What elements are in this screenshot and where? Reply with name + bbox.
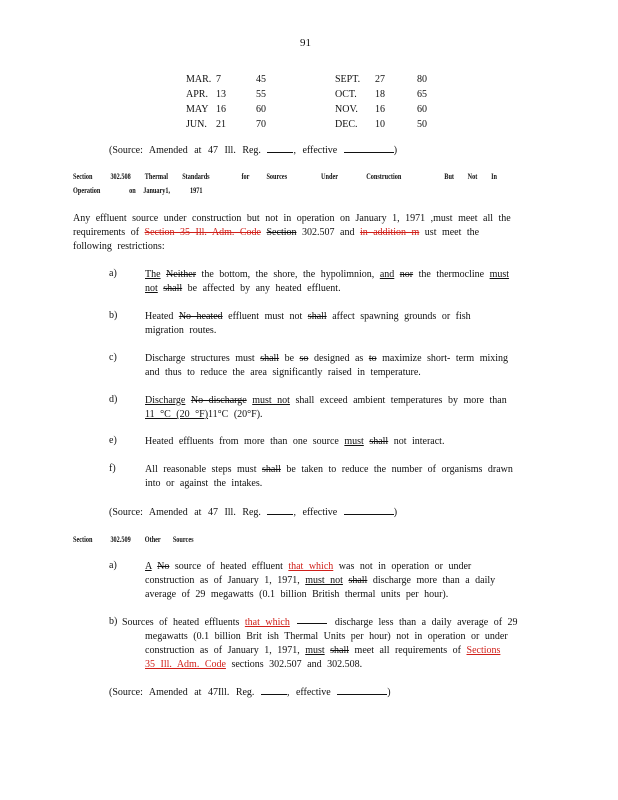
other-sources-label: b)	[109, 616, 118, 627]
source-note: (Source: Amended at 47 Ill. Reg. , effective )	[109, 507, 398, 518]
blank-line	[337, 685, 387, 695]
section-509-heading: Section 302.509 Other Sources	[73, 535, 194, 544]
other-sources-label: a)	[109, 560, 117, 571]
table-row: OCT. 18 65	[335, 89, 427, 100]
strike-rule	[297, 622, 327, 624]
section-508-heading: Section 302.508 Thermal Standards for Sources Under Construction But Not In Operation on January1, 1971	[73, 172, 497, 195]
month-table-right	[335, 72, 447, 132]
table-row: NOV. 16 60	[335, 104, 427, 115]
restriction-a: The Neither the bottom, the shore, the hypolimnion, and nor the thermocline must not shall be affected by any heated effluent.	[145, 269, 510, 294]
restriction-label: e)	[109, 435, 117, 446]
table-row: DEC. 10 50	[335, 119, 427, 130]
page-number: 91	[300, 37, 311, 49]
restriction-label: b)	[109, 310, 118, 321]
restriction-e: Heated effluents from more than one source must shall not interact.	[145, 436, 445, 447]
other-sources-a: A No source of heated effluent that which was not in operation or under construction as of January 1, 1971, must not shall discharge more than a daily average of 29 megawatts (0.1 billion British thermal units per hour).	[145, 561, 496, 600]
table-row: JUN. 21 70	[186, 119, 266, 130]
source-note: (Source: Amended at 47Ill. Reg. , effective )	[109, 687, 391, 698]
restriction-label: d)	[109, 394, 118, 405]
blank-line	[267, 505, 293, 515]
source-note: (Source: Amended at 47 Ill. Reg. , effective )	[109, 145, 398, 156]
restriction-f: All reasonable steps must shall be taken to reduce the number of organisms drawn into or against the intakes.	[145, 464, 513, 489]
blank-line	[267, 143, 293, 153]
restriction-d: Discharge No discharge must not shall exceed ambient temperatures by more than 11 °C (20 °F)11°C (20°F).	[145, 395, 507, 420]
blank-line	[344, 143, 394, 153]
restriction-label: c)	[109, 352, 117, 363]
table-row: MAR. 7 45	[186, 74, 266, 85]
restriction-label: a)	[109, 268, 117, 279]
table-row: SEPT. 27 80	[335, 74, 427, 85]
blank-line	[261, 685, 287, 695]
restriction-c: Discharge structures must shall be so designed as to maximize short- term mixing and thus to reduce the area significantly raised in temperature.	[145, 353, 509, 378]
intro-paragraph: Any effluent source under construction but not in operation on January 1, 1971 ,must meet all the requirements of Section 35 Ill. Adm. Code Section 302.507 and in addition m ust meet the following restrictions:	[73, 213, 511, 252]
blank-line	[344, 505, 394, 515]
month-table-left	[186, 72, 286, 132]
restriction-b: Heated No heated effluent must not shall affect spawning grounds or fish migration routes.	[145, 311, 471, 336]
table-row: APR. 13 55	[186, 89, 266, 100]
other-sources-b: Sources of heated effluents that which discharge less than a daily average of 29 megawatts (0.1 billion Brit ish Thermal Units per hour) not in operation or under construction as of January 1, 1971, must shall meet all requirements of Sections 35 Ill. Adm. Code sections 302.507 and 302.508.	[122, 617, 518, 670]
restriction-label: f)	[109, 463, 116, 474]
table-row: MAY 16 60	[186, 104, 266, 115]
